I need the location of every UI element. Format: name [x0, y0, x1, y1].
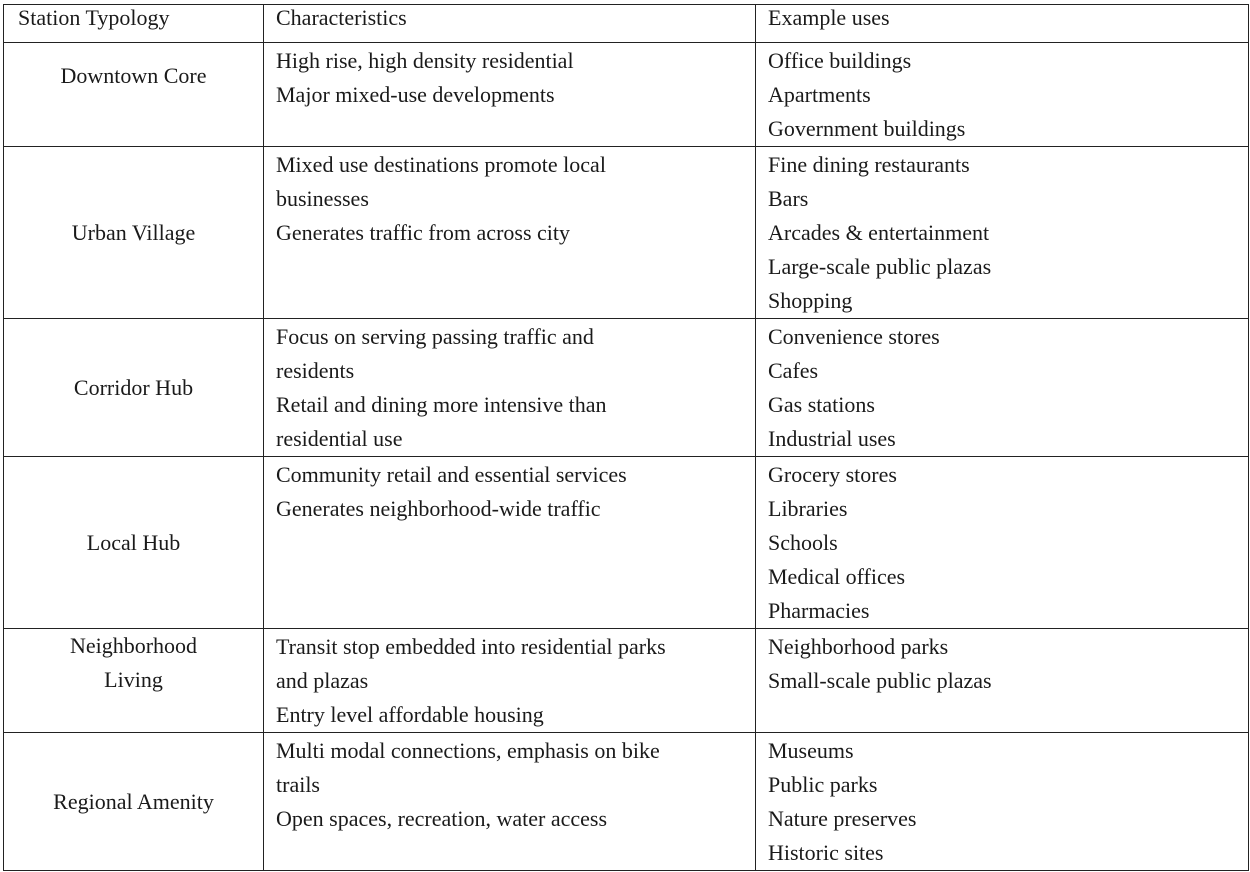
typology-cell: [4, 319, 264, 457]
uses-cell: [756, 457, 1249, 629]
characteristics-cell: [264, 457, 756, 629]
characteristic-item: Generates neighborhood-wide traffic: [276, 496, 601, 521]
characteristic-item: residents: [276, 358, 355, 383]
characteristic-item: and plazas: [276, 668, 369, 693]
use-item: Schools: [768, 530, 838, 555]
use-item: Industrial uses: [768, 426, 896, 451]
station-typology-table: [3, 4, 1249, 871]
typology-label: Local Hub: [86, 529, 181, 555]
table-row: [4, 457, 1249, 629]
uses-cell: [756, 147, 1249, 319]
use-item: Cafes: [768, 358, 819, 383]
use-item: Libraries: [768, 496, 848, 521]
characteristics-cell: [264, 43, 756, 147]
typology-label: [12, 629, 255, 697]
header-characteristics: Characteristics: [264, 5, 756, 43]
use-item: Government buildings: [768, 116, 966, 141]
use-item: Bars: [768, 186, 809, 211]
header-example-uses: Example uses: [756, 5, 1249, 43]
characteristics-cell: [264, 733, 756, 871]
typology-label-line: Neighborhood: [69, 632, 198, 658]
typology-label: Downtown Core: [60, 62, 207, 88]
use-item: Grocery stores: [768, 462, 897, 487]
table-row: [4, 319, 1249, 457]
uses-cell: [756, 319, 1249, 457]
uses-cell: [756, 733, 1249, 871]
use-item: Nature preserves: [768, 806, 917, 831]
use-item: Fine dining restaurants: [768, 152, 970, 177]
characteristic-item: Generates traffic from across city: [276, 220, 571, 245]
typology-label: Corridor Hub: [73, 374, 194, 400]
characteristic-item: Community retail and essential services: [276, 462, 627, 487]
table-row: [4, 43, 1249, 147]
use-item: Office buildings: [768, 48, 912, 73]
table-row: [4, 733, 1249, 871]
use-item: Museums: [768, 738, 854, 763]
use-item: Medical offices: [768, 564, 906, 589]
characteristic-item: Entry level affordable housing: [276, 702, 544, 727]
use-item: Gas stations: [768, 392, 875, 417]
typology-cell: [4, 457, 264, 629]
use-item: Public parks: [768, 772, 878, 797]
table-row: [4, 147, 1249, 319]
typology-cell: [4, 733, 264, 871]
use-item: Apartments: [768, 82, 871, 107]
typology-cell: [4, 147, 264, 319]
use-item: Neighborhood parks: [768, 634, 949, 659]
typology-label: Regional Amenity: [53, 788, 214, 814]
use-item: Shopping: [768, 288, 853, 313]
typology-cell: [4, 43, 264, 147]
characteristic-item: High rise, high density residential: [276, 48, 574, 73]
characteristic-item: Multi modal connections, emphasis on bike: [276, 738, 660, 763]
characteristic-item: Retail and dining more intensive than: [276, 392, 607, 417]
characteristic-item: trails: [276, 772, 320, 797]
uses-cell: [756, 629, 1249, 733]
header-row: [4, 5, 1249, 43]
characteristic-item: businesses: [276, 186, 369, 211]
use-item: Convenience stores: [768, 324, 940, 349]
characteristic-item: Transit stop embedded into residential parks: [276, 634, 666, 659]
characteristic-item: residential use: [276, 426, 403, 451]
characteristics-cell: [264, 629, 756, 733]
characteristic-item: Major mixed-use developments: [276, 82, 555, 107]
use-item: Small-scale public plazas: [768, 668, 992, 693]
characteristic-item: Focus on serving passing traffic and: [276, 324, 594, 349]
uses-cell: [756, 43, 1249, 147]
characteristic-item: Open spaces, recreation, water access: [276, 806, 608, 831]
use-item: Large-scale public plazas: [768, 254, 992, 279]
typology-label: Urban Village: [71, 219, 196, 245]
use-item: Arcades & entertainment: [768, 220, 990, 245]
typology-label-line: Living: [104, 666, 163, 692]
header-station-typology: Station Typology: [4, 5, 264, 43]
characteristic-item: Mixed use destinations promote local: [276, 152, 606, 177]
characteristics-cell: [264, 147, 756, 319]
table-row: [4, 629, 1249, 733]
use-item: Pharmacies: [768, 598, 870, 623]
typology-cell: [4, 629, 264, 733]
characteristics-cell: [264, 319, 756, 457]
use-item: Historic sites: [768, 840, 884, 865]
